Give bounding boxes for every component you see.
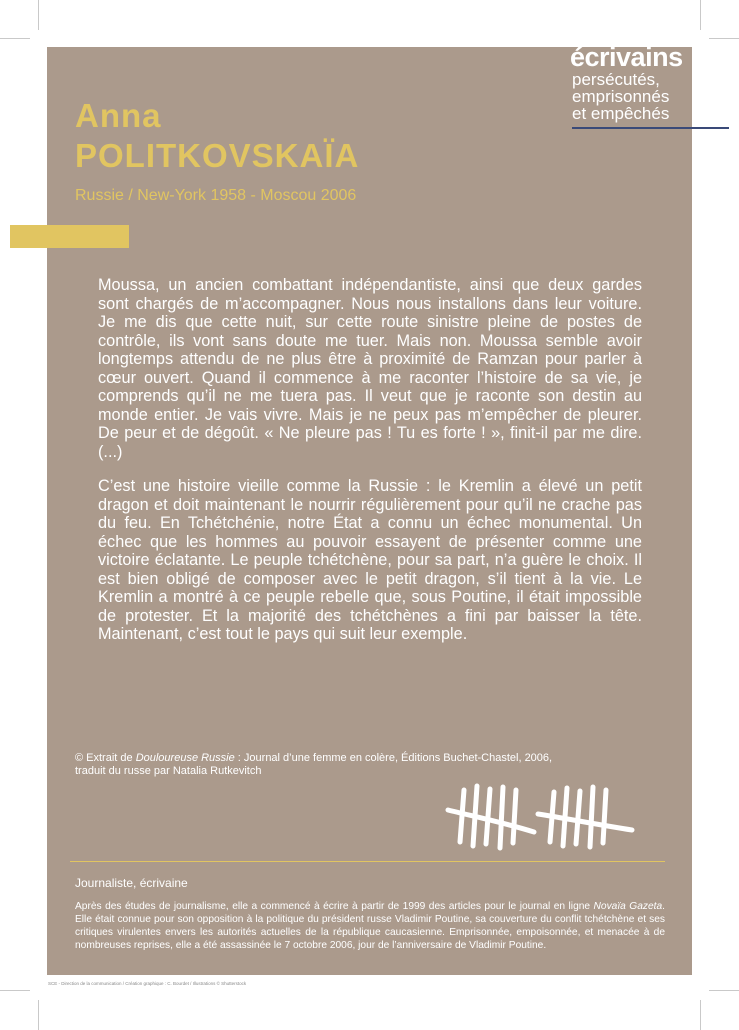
tally-marks-icon (442, 780, 642, 860)
section-divider (70, 861, 665, 862)
crop-mark (0, 38, 30, 39)
crop-mark (700, 0, 701, 30)
brand-line-1: persécutés, (572, 70, 660, 89)
citation-rest: : Journal d’une femme en colère, Éditions Buchet-Chastel, 2006, (234, 752, 553, 764)
citation (75, 752, 675, 778)
bio-part-2: . Elle était connue pour son opposition à la politique du président russe Vladimir Poutine, sa couverture du conflit tchétchène et ses critiques virulentes envers les autorités actuelles de la république caucasienne. Emprisonnée, empoisonnée, et menacée à de nombreuses reprises, elle a été assassinée le 7 octobre 2006, jour de l’anniversaire de Vladimir Poutine. (75, 901, 665, 951)
bio-newspaper: Novaïa Gazeta (593, 901, 663, 912)
citation-prefix: © Extrait de (75, 752, 136, 764)
author-first-name: Anna (75, 97, 162, 134)
brand-logo (570, 44, 683, 122)
crop-mark (38, 1000, 39, 1030)
crop-mark (38, 0, 39, 30)
crop-mark (0, 990, 30, 991)
author-origin: Russie / New-York 1958 - Moscou 2006 (75, 187, 357, 204)
crop-mark (709, 990, 739, 991)
excerpt-text (98, 276, 642, 660)
author-role: Journaliste, écrivaine (75, 876, 188, 890)
crop-mark (709, 38, 739, 39)
excerpt-paragraph-1: Moussa, un ancien combattant indépendantiste, ainsi que deux gardes sont chargés de m’accompagner. Nous nous installons dans leur voiture. Je me dis que cette nuit, sur cette route sinistre pleine de postes de contrôle, ils vont sans doute me tuer. Mais non. Moussa semble avoir longtemps attendu de ne plus être à proximité de Ramzan pour parler à cœur ouvert. Quand il commence à me raconter l’histoire de sa vie, je comprends qu’il ne me tuera pas. Il veut que je raconte son destin au monde entier. Je vais vivre. Mais je ne peux pas m’empêcher de pleurer. De peur et de dégoût. « Ne pleure pas ! Tu es forte ! », finit-il par me dire. (...) (98, 276, 642, 461)
brand-line-2: emprisonnés (572, 87, 670, 106)
brand-line-3: et empêchés (572, 104, 670, 123)
citation-translator: traduit du russe par Natalia Rutkevitch (75, 765, 262, 777)
brand-title: écrivains (570, 42, 683, 72)
crop-mark (700, 1000, 701, 1030)
credits: SCE - Direction de la communication / Création graphique : C. Bourdet / Illustrations © Shutterstock (48, 981, 247, 986)
bio-part-1: Après des études de journalisme, elle a commencé à écrire à partir de 1999 des articles pour le journal en ligne (75, 901, 594, 912)
citation-book-title: Douloureuse Russie (135, 752, 235, 764)
accent-bar (10, 225, 129, 248)
author-biography (75, 900, 665, 952)
brand-underline (572, 127, 729, 129)
excerpt-paragraph-2: C’est une histoire vieille comme la Russie : le Kremlin a élevé un petit dragon et doit maintenant le nourrir régulièrement pour qu’il ne crache pas du feu. En Tchétchénie, notre État a connu un échec monumental. Un échec que les hommes au pouvoir essayent de présenter comme une victoire éclatante. Le peuple tchétchène, pour sa part, n’a guère le choix. Il est bien obligé de composer avec le petit dragon, s’il tient à la vie. Le Kremlin a montré à ce peuple rebelle que, sous Poutine, il était impossible de protester. Et la majorité des tchétchènes a fini par baisser la tête. Maintenant, c’est tout le pays qui suit leur exemple. (98, 477, 642, 643)
author-last-name: POLITKOVSKAÏA (75, 137, 360, 174)
